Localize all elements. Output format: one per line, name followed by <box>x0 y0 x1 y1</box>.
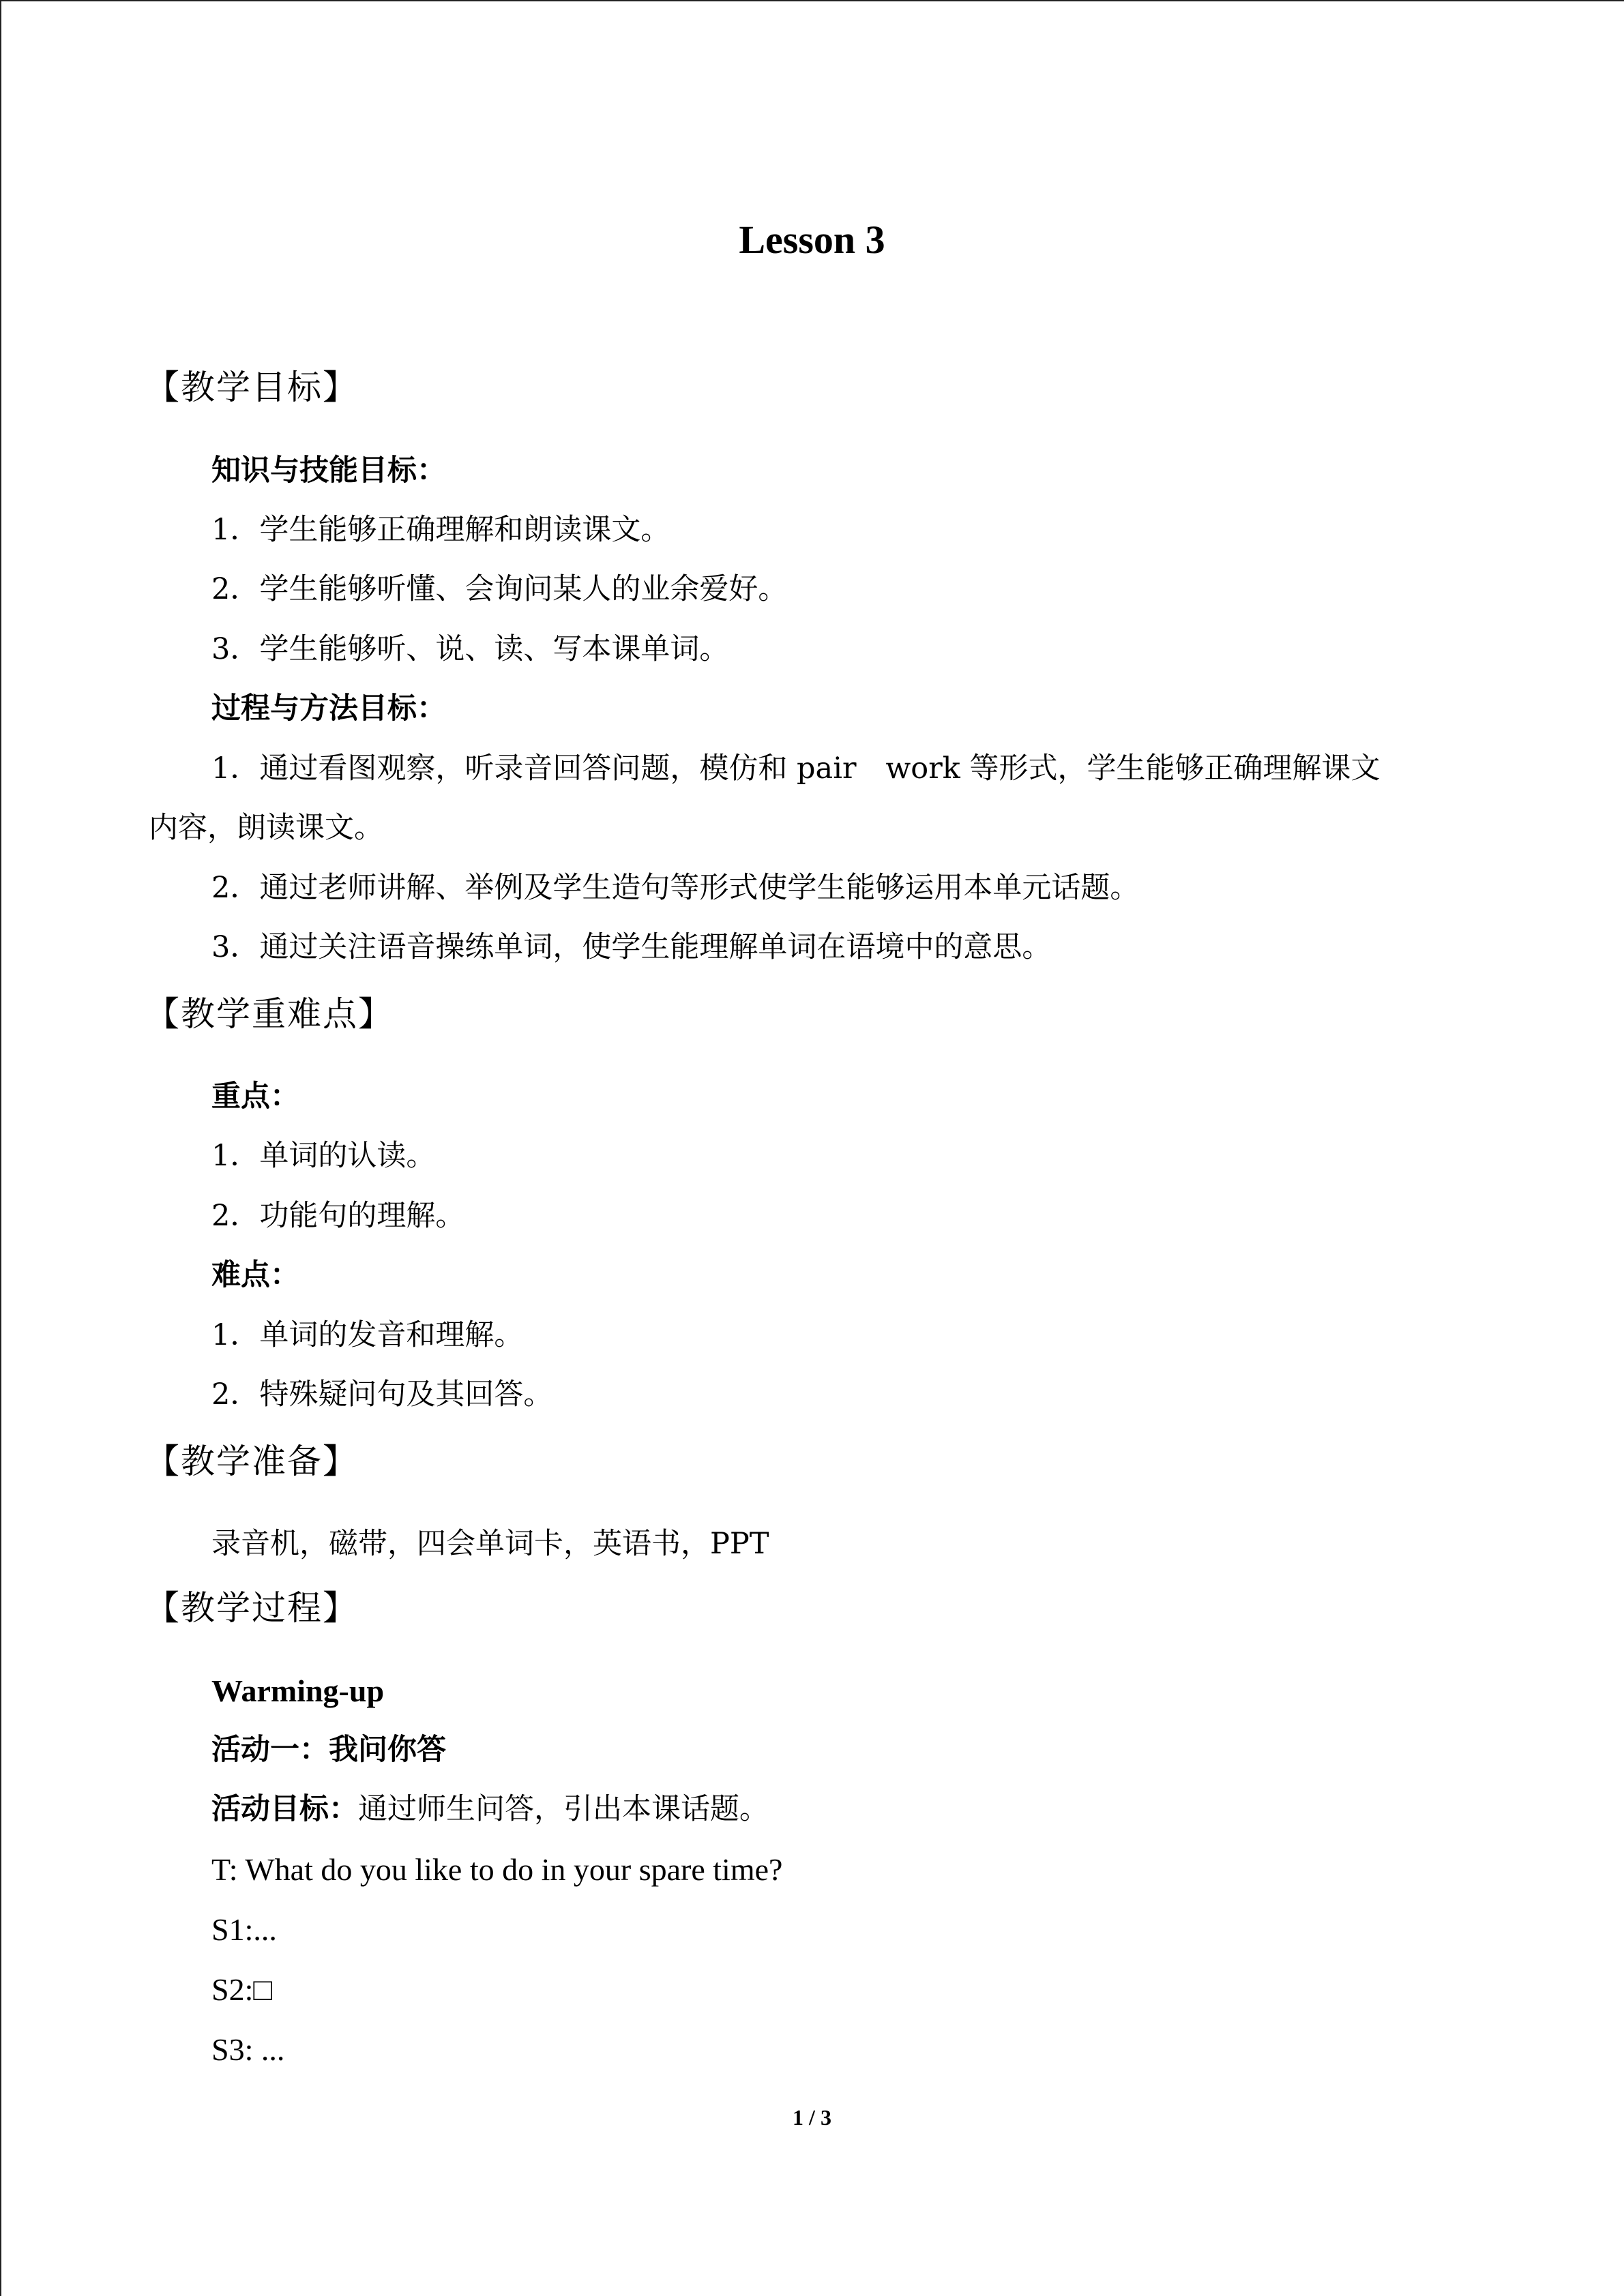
knowledge-item: 1．学生能够正确理解和朗读课文。 <box>211 513 670 547</box>
knowledge-item: 2．学生能够听懂、会询问某人的业余爱好。 <box>211 572 788 606</box>
process-item: 2．通过老师讲解、举例及学生造句等形式使学生能够运用本单元话题。 <box>211 871 1140 905</box>
activity-goal-label: 活动目标： <box>211 1792 358 1826</box>
activity-goal-text: 通过师生问答，引出本课话题。 <box>358 1792 769 1826</box>
section-heading-objectives: 【教学目标】 <box>145 368 358 407</box>
section-heading-key-points: 【教学重难点】 <box>145 994 394 1034</box>
page-number: 1 / 3 <box>793 2105 831 2130</box>
activity-title: 活动一：我问你答 <box>211 1733 446 1767</box>
dialogue-line: S3: ... <box>211 2032 285 2067</box>
process-item-continuation: 内容，朗读课文。 <box>149 811 383 845</box>
dialogue-line: T: What do you like to do in your spare time? <box>211 1852 783 1887</box>
focus-heading: 重点： <box>211 1079 299 1114</box>
dialogue-line: S2:□ <box>211 1972 273 2007</box>
preparation-materials: 录音机，磁带，四会单词卡，英语书，PPT <box>211 1527 769 1561</box>
focus-item: 2．功能句的理解。 <box>211 1199 465 1233</box>
knowledge-skills-heading: 知识与技能目标： <box>211 453 446 488</box>
difficulty-item: 2．特殊疑问句及其回答。 <box>211 1377 553 1412</box>
difficulty-item: 1．单词的发音和理解。 <box>211 1318 524 1352</box>
knowledge-item: 3．学生能够听、说、读、写本课单词。 <box>211 632 729 666</box>
activity-goal <box>211 1788 769 1830</box>
difficulty-heading: 难点： <box>211 1258 299 1292</box>
warmup-heading: Warming-up <box>211 1673 385 1708</box>
dialogue-line: S1:... <box>211 1912 277 1947</box>
process-method-heading: 过程与方法目标： <box>211 691 446 726</box>
process-item: 3．通过关注语音操练单词，使学生能理解单词在语境中的意思。 <box>211 930 1052 964</box>
page-title: Lesson 3 <box>739 218 885 262</box>
focus-item: 1．单词的认读。 <box>211 1139 436 1173</box>
process-item: 1．通过看图观察，听录音回答问题，模仿和 pair work 等形式，学生能够正确理解课文 <box>211 751 1381 786</box>
section-heading-process: 【教学过程】 <box>145 1588 358 1628</box>
section-heading-preparation: 【教学准备】 <box>145 1442 358 1481</box>
